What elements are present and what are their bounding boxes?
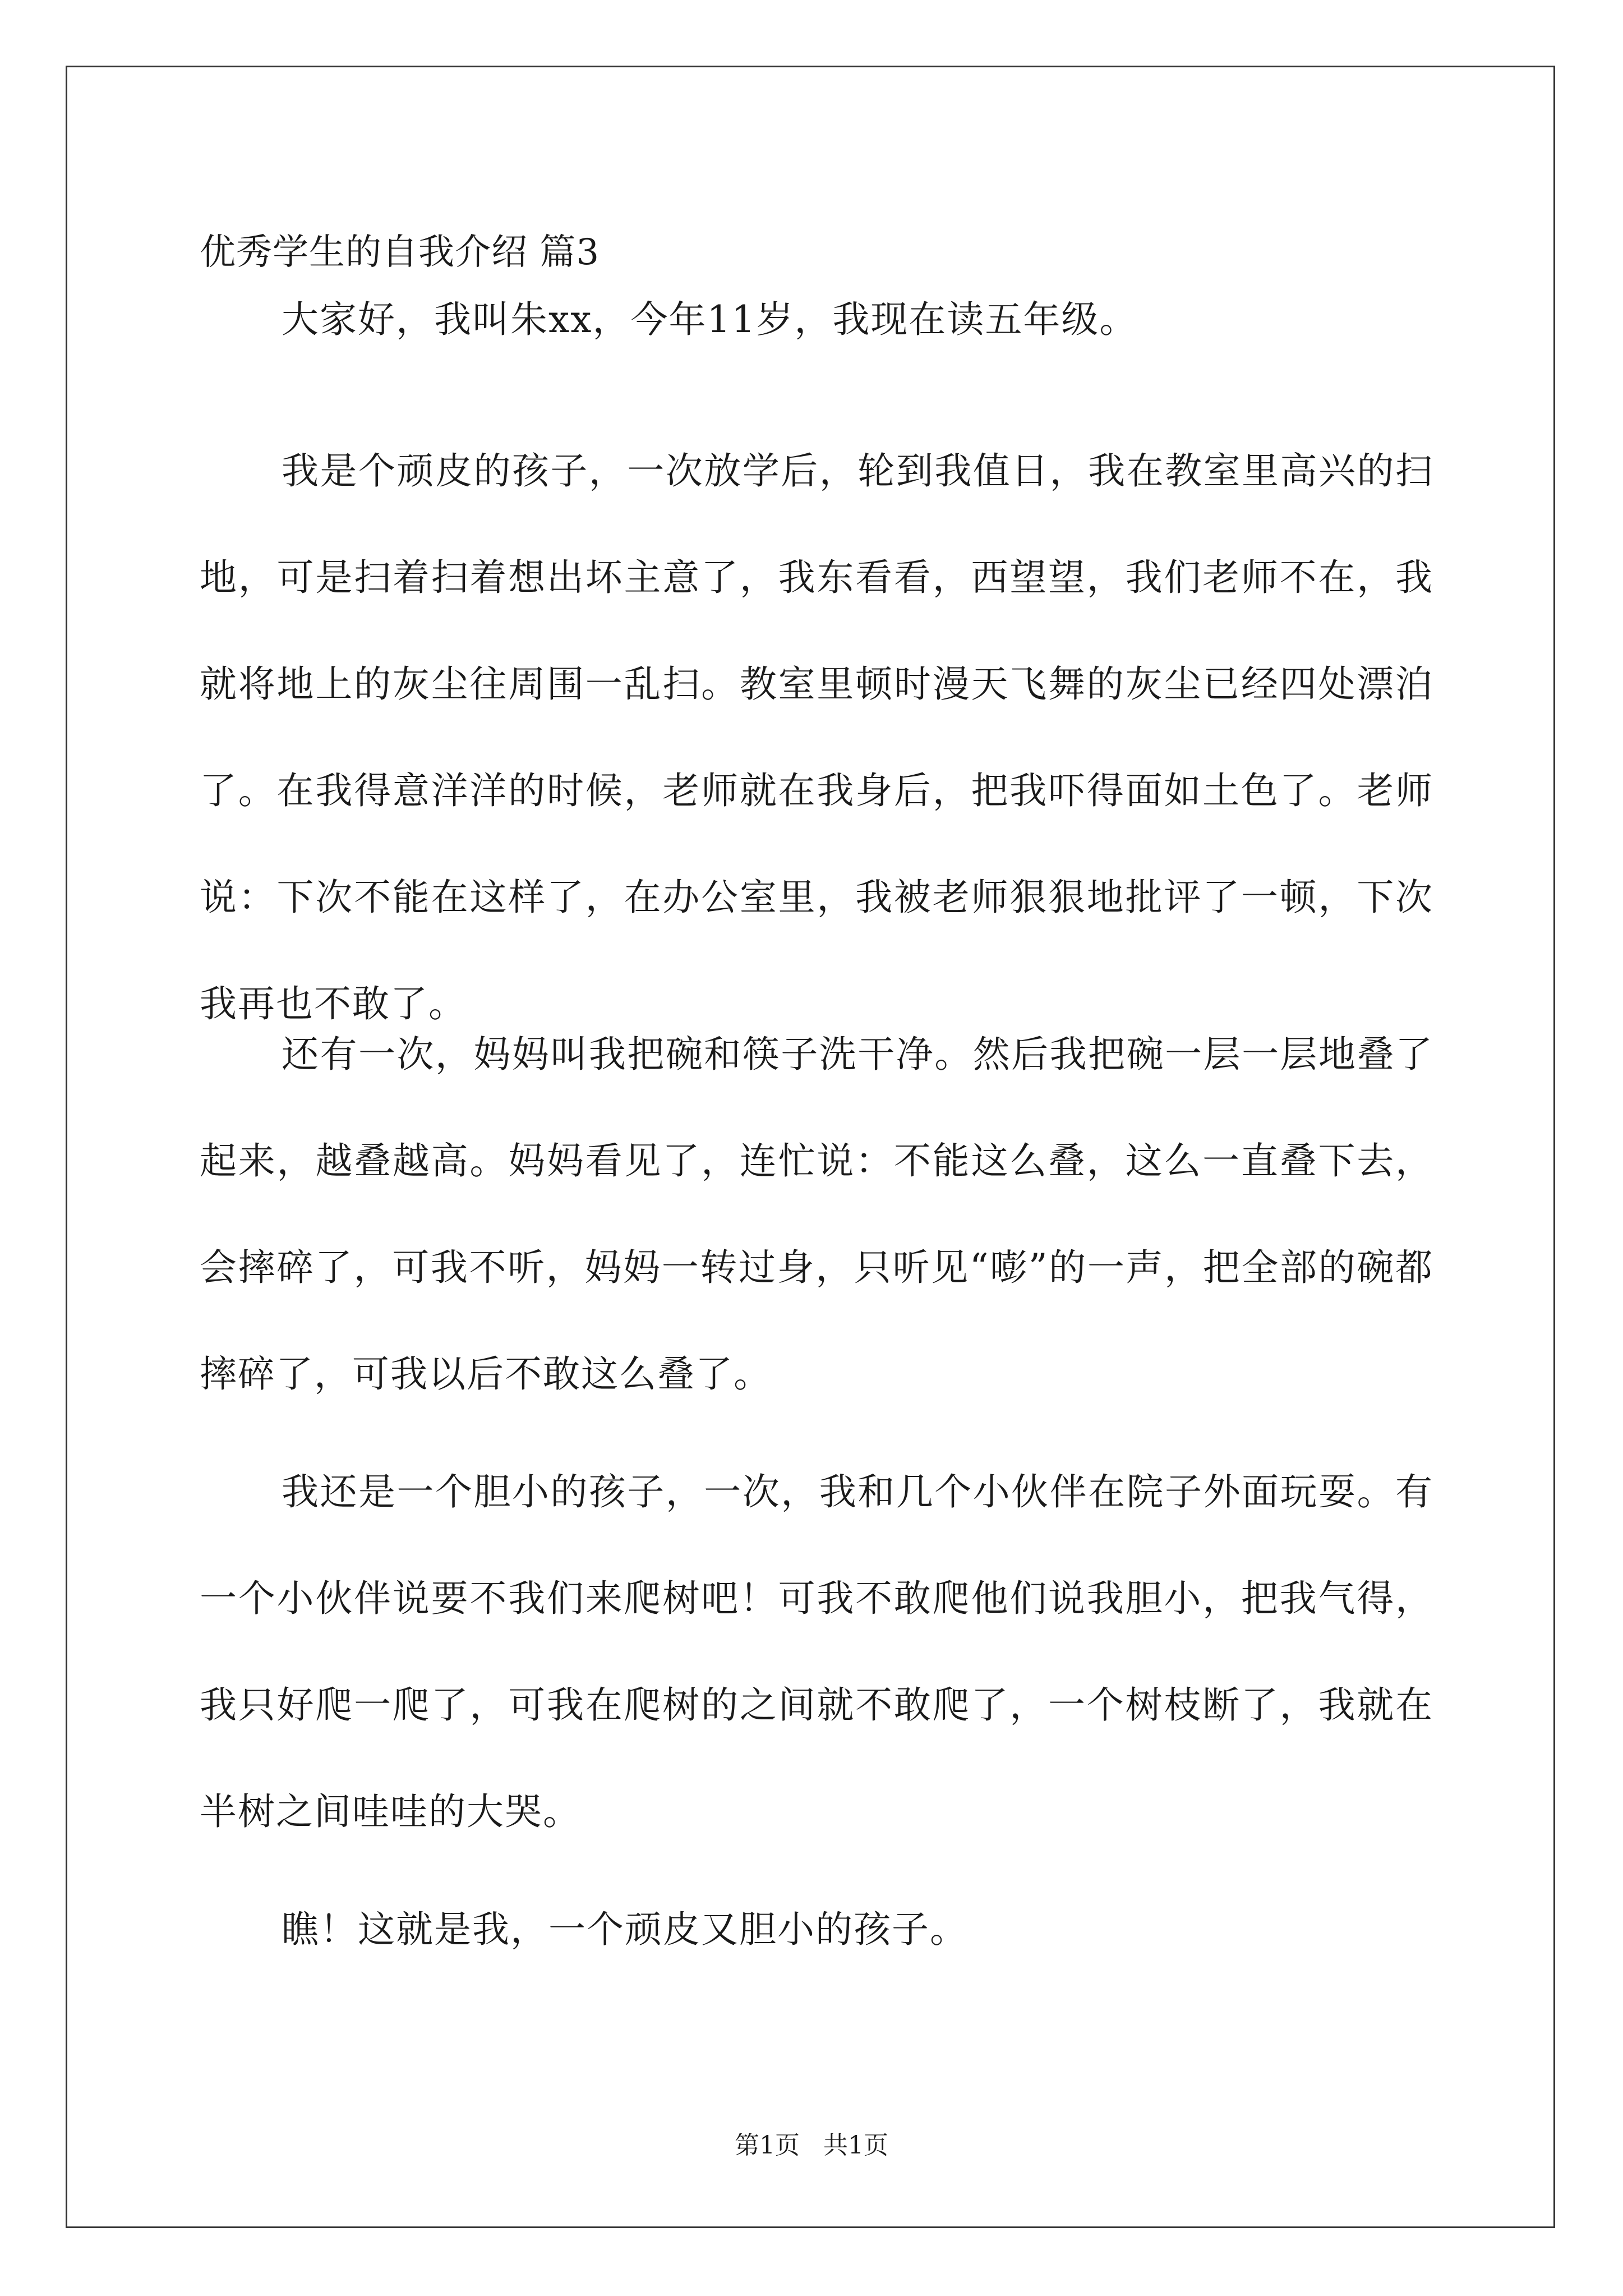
document-title: 优秀学生的自我介绍 篇3 [200, 232, 600, 273]
paragraph-timid: 我还是一个胆小的孩子，一次，我和几个小伙伴在院子外面玩耍。有一个小伙伴说要不我们来爬树吧！可我不敢爬他们说我胆小，把我气得，我只好爬一爬了，可我在爬树的之间就不敢爬了，一个树枝断了，我就在半树之间哇哇的大哭。 [200, 1470, 1433, 1833]
paragraph-conclusion: 瞧！这就是我，一个顽皮又胆小的孩子。 [282, 1908, 968, 1951]
paragraph-bowls: 还有一次，妈妈叫我把碗和筷子洗干净。然后我把碗一层一层地叠了起来，越叠越高。妈妈看见了，连忙说：不能这么叠，这么一直叠下去，会摔碎了，可我不听，妈妈一转过身，只听见“嘭”的一声，把全部的碗都摔碎了，可我以后不敢这么叠了。 [200, 1033, 1433, 1396]
page-number-footer: 第1页 共1页 [735, 2131, 888, 2160]
paragraph-intro: 大家好，我叫朱xx，今年11岁，我现在读五年级。 [282, 298, 1138, 341]
paragraph-naughty: 我是个顽皮的孩子，一次放学后，轮到我值日，我在教室里高兴的扫地，可是扫着扫着想出坏主意了，我东看看，西望望，我们老师不在，我就将地上的灰尘往周围一乱扫。教室里顿时漫天飞舞的灰尘已经四处漂泊了。在我得意洋洋的时候，老师就在我身后，把我吓得面如土色了。老师说：下次不能在这样了，在办公室里，我被老师狠狠地批评了一顿，下次我再也不敢了。 [200, 449, 1433, 1025]
